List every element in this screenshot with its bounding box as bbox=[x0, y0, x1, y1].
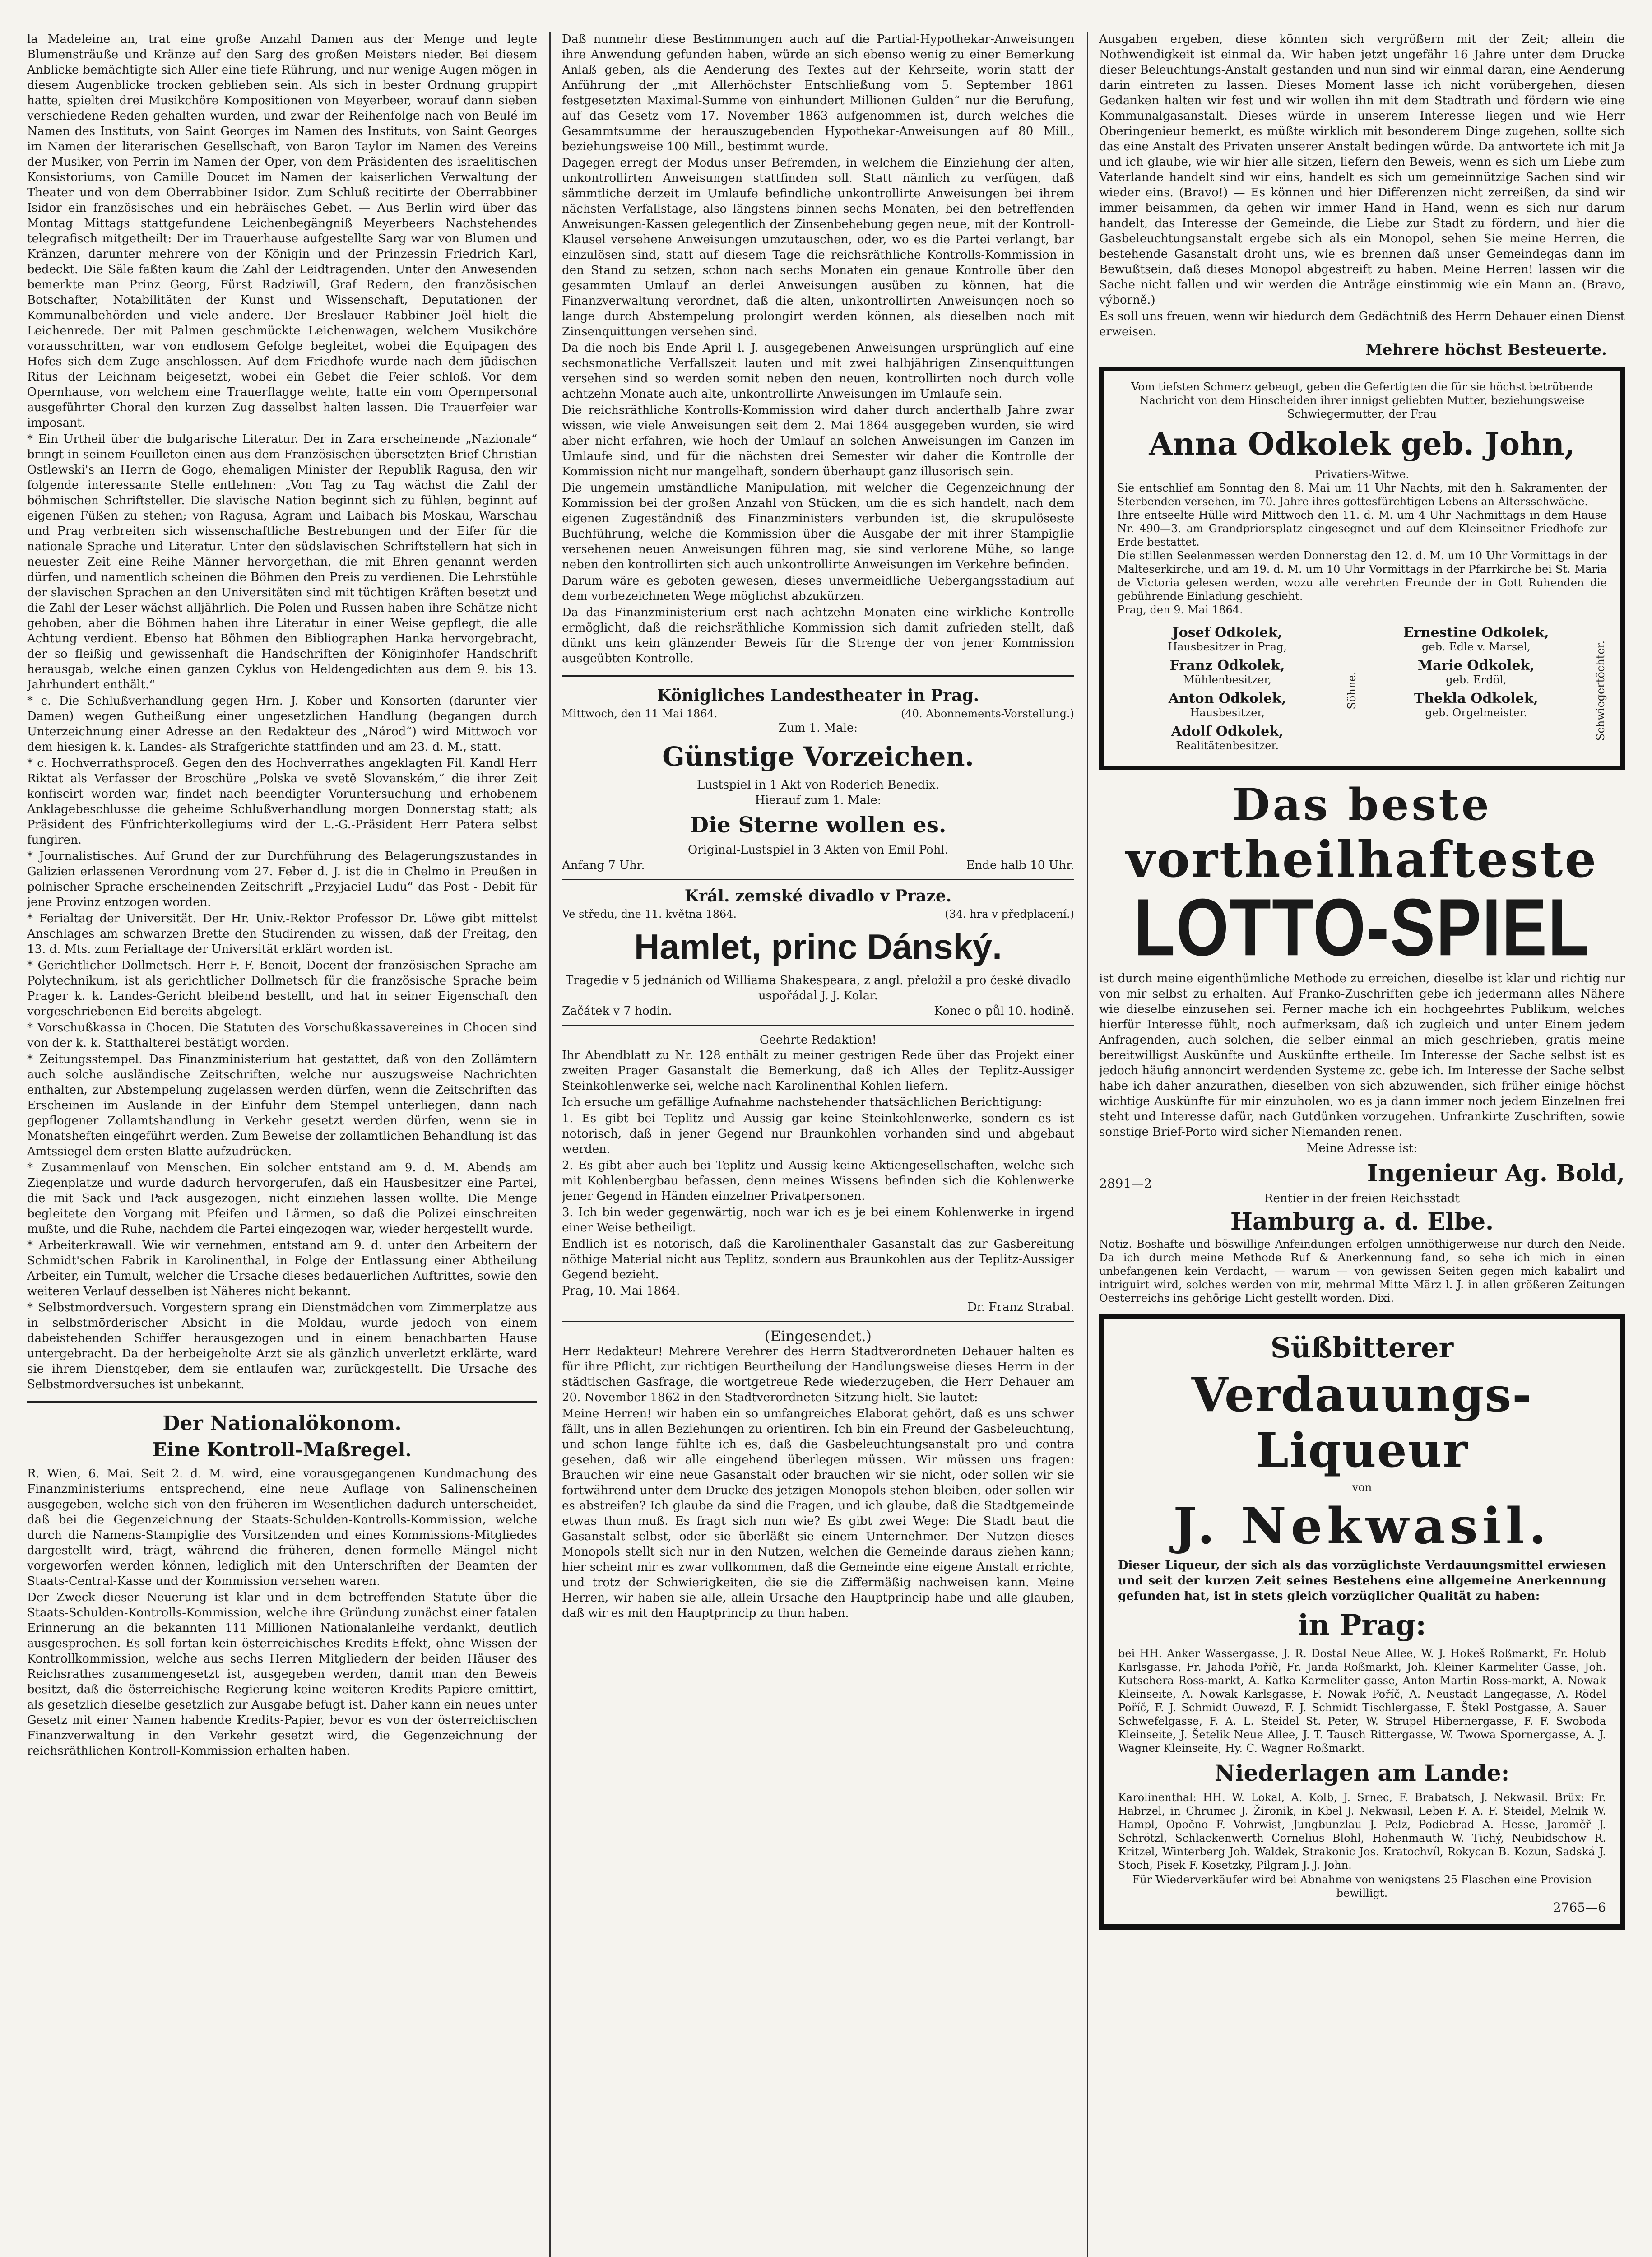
letter-paragraph: Ich ersuche um gefällige Aufnahme nachstehender thatsächlichen Berichtigung: bbox=[562, 1096, 1043, 1109]
son-name: Josef Odkolek, bbox=[1172, 625, 1282, 641]
article-paragraph: Daß nunmehr diese Bestimmungen auch auf die Partial-Hypothekar-Anweisungen ihre Anwendung gefunden haben, würde an sich ebenso wenig zu einer Bemerkung Anlaß geben, als die Aenderung des Textes auf der Kehrseite, worin statt der Anführung der „mit Allerhöchster Entschließung vom 5. September 1861 festgesetzten Maximal-Summe von einhundert Millionen Gulden“ nur die Berufung, auf das Gesetz vom 17. November 1863 aufgenommen ist, durch welches die Gesammtsumme der herauszugebenden Hypothekar-Anweisungen auf 80 Mill., beziehungsweise 100 Mill., bestimmt wurde. bbox=[562, 33, 1074, 153]
maker-name: J. Nekwasil. bbox=[1173, 1497, 1551, 1555]
advertiser-name: Ingenieur Ag. Bold, bbox=[1367, 1160, 1625, 1187]
countryside-header: Niederlagen am Lande: bbox=[1214, 1760, 1510, 1786]
article-paragraph: * Vorschußkassa in Chocen. Die Statuten des Vorschußkassavereines in Chocen sind von der k. k. Statthalterei bestätigt worden. bbox=[27, 1021, 537, 1050]
son-role: Realitätenbesitzer. bbox=[1176, 739, 1279, 752]
letter-paragraph: Herr Redakteur! Mehrere Verehrer des Herrn Stadtverordneten Dehauer halten es für ihre Pflicht, zur richtigen Beurtheilung der Handlungsweise dieses Herrn in der städtischen Gasfrage, die wortgetreue Rede wiederzugeben, die Herr Dehauer am 20. November 1862 in den Stadtverordneten-Sitzung hielt. Sie lautet: bbox=[562, 1345, 1074, 1404]
letter-title: (Eingesendet.) bbox=[764, 1328, 872, 1345]
letter-paragraph: 3. Ich bin weder gegenwärtig, noch war ich es je bei einem Kohlenwerke in irgend einer Weise betheiligt. bbox=[562, 1206, 1074, 1235]
article-paragraph: * Selbstmordversuch. Vorgestern sprang ein Dienstmädchen vom Zimmerplatze aus in selbstmörderischer Absicht in die Moldau, wurde jedoch von einem dabeistehenden Schiffer herausgezogen und in einem benachbarten Hause untergebracht. Da der herbeigeholte Arzt sie als gänzlich unverletzt erklärte, ward sie ihrem Dienstgeber, dem sie entlaufen war, zurückgestellt. Die Ursache des Selbstmordversuches ist unbekannt. bbox=[27, 1301, 537, 1391]
article-paragraph: * Zeitungsstempel. Das Finanzministerium hat gestattet, daß von den Zollämtern auch solche ausländische Zeitschriften, welche nur auszugsweise Nachrichten enthalten, zur Abstempelung zugelassen werden dürfen, wenn die Zeitschriften das Erscheinen im Auslande in der Einfuhr dem Stempel unterliegen, dann nach gepflogener Zollamtshandlung in Verkehr gesetzt werden dürfen, wenn sie in Monatsheften eingeführt werden. Zum Beweise der zollamtlichen Behandlung ist das Amtssiegel dem ersten Blatte aufzudrücken. bbox=[27, 1053, 537, 1158]
prague-header: in Prag: bbox=[1298, 1608, 1426, 1642]
article-paragraph: * Ein Urtheil über die bulgarische Literatur. Der in Zara erscheinende „Nazionale“ bringt in seinem Feuilleton einen aus dem Französischen übersetzten Brief Christian Ostlewski's an Herrn de Gogo, ehemaligen Minister der Republik Ragusa, den wir folgende interessante Stelle entlehnen: „Von Tag zu Tag wächst die Zahl der böhmischen Schriftsteller. Die slavische Nation beginnt sich zu fühlen, beginnt auf eigenen Füßen zu stehen; von Ragusa, Agram und Laibach bis Moskau, Warschau und Prag verbreiten sich wissenschaftliche Bestrebungen und der Eifer für die nationale Sprache und Literatur. Unter den südslavischen Schriftstellern hat sich in neuester Zeit eine Reihe Männer hervorgethan, die mit Ehren genannt werden dürfen, und namentlich scheinen die Böhmen den Preis zu verdienen. Die Lehrstühle der slavischen Sprachen an den Universitäten sind mit tüchtigen Kräften besetzt und die Zahl der Leser wächst alljährlich. Die Polen und Russen haben ihre Schätze nicht gehoben, aber die Böhmen haben ihre Literatur in einer Weise gepflegt, die alle Achtung verdient. Ebenso hat Böhmen den Bibliographen Hanka hervorgebracht, der so fleißig und gewissenhaft die Handschriften der Königinhofer Handschrift herausgab, welche einen ganzen Cyklus von Heldengedichten aus dem 9. bis 13. Jahrhundert enthält.“ bbox=[27, 432, 537, 692]
article-paragraph: * Gerichtlicher Dollmetsch. Herr F. F. Benoit, Docent der französischen Sprache am Polytechnikum, ist als gerichtlicher Dollmetsch für die französische Sprache beim Prager k. k. Landes-Gericht bleibend bestellt, und hat in seiner Eigenschaft den vorgeschriebenen Eid bereits abgelegt. bbox=[27, 959, 537, 1018]
ad-von: von bbox=[1352, 1481, 1372, 1494]
play-description: Tragedie v 5 jednáních od Williama Shakespeara, z angl. přeložil a pro české divadlo uspořádal J. J. Kolar. bbox=[565, 974, 1071, 1003]
daughter-in-law-role: geb. Erdöl, bbox=[1446, 673, 1507, 686]
theatre-program-german bbox=[562, 686, 1074, 873]
ad-headline: Süßbitterer bbox=[1270, 1331, 1454, 1364]
theatre-program-czech bbox=[562, 887, 1074, 1019]
place-date: Prag, den 9. Mai 1864. bbox=[1117, 604, 1243, 616]
countryside-sellers: Karolinenthal: HH. W. Lokal, A. Kolb, J. Srnec, F. Brabatsch, J. Nekwasil. Brüx: Fr. Habrzel, in Chrumec J. Žironik, in Kbel J. Nekwasil, Leben F. A. F. Steidel, Melnik W. Hampl, Opočno F. Vohrwist, Jungbunzlau J. Pelz, Podiebrad A. Hesse, Jaroměř J. Schrötzl, Schlackenwerth Cornelius Blohl, Hohenmauth W. Tichý, Neubidschow R. Kritzel, Winterberg Joh. Waldek, Strakonic Jos. Kratochvíl, Rokycan B. Kozun, Sadská J. Stoch, Pisek F. Kosetzky, Pilgram J. J. John. bbox=[1118, 1791, 1606, 1872]
prague-sellers: bei HH. Anker Wassergasse, J. R. Dostal Neue Allee, W. J. Hokeš Roßmarkt, Fr. Holub Karlsgasse, Fr. Jahoda Poříč, Fr. Janda Roßmarkt, Joh. Kleiner Karmeliter Gasse, Joh. Kutschera Ross-markt, A. Kafka Karmeliter gasse, Anton Martin Ross-markt, A. Nowak Kleinseite, A. Nowak Karlsgasse, F. Nowak Poříč, A. Neustadt Langegasse, A. Rödel Poříč, F. J. Schmidt Ouwezd, F. J. Schmidt Tischlergasse, F. Štekl Postgasse, A. Sauer Schwefelgasse, F. A. L. Steidel St. Peter, W. Strupel Hibernergasse, F. F. Swoboda Kleinseite, J. Šetelik Neue Allee, J. T. Tausch Rittergasse, W. Twowa Spornergasse, A. J. Wagner Kleinseite, Hy. C. Wagner Roßmarkt. bbox=[1118, 1647, 1606, 1755]
article-paragraph: * c. Hochverrathsproceß. Gegen den des Hochverrathes angeklagten Fil. Kandl Herr Riktat als Verfasser der Broschüre „Polska ve svetě Slovanském,“ die ihrer Zeit konfiscirt worden war, findet nach beendigter Voruntersuchung und erhobenem Anklagebeschlusse die geheime Schlußverhandlung morgen Donnerstag statt; als Präsident des Fünfrichterkollegiums wird der L.-G.-Präsident Herr Patera selbst fungiren. bbox=[27, 757, 537, 847]
end-time: Konec o půl 10. hodině. bbox=[934, 1004, 1074, 1018]
daughter-in-law-name: Thekla Odkolek, bbox=[1414, 691, 1538, 706]
theatre-title: Königliches Landestheater in Prag. bbox=[657, 686, 979, 705]
article-title: Eine Kontroll-Maßregel. bbox=[153, 1439, 412, 1461]
daughter-in-law-name: Ernestine Odkolek, bbox=[1403, 625, 1549, 641]
letter-paragraph: Ihr Abendblatt zu Nr. 128 enthält zu meiner gestrigen Rede über das Projekt einer zweiten Prager Gasanstalt die Bemerkung, daß ich Alles der Teplitz-Aussiger Steinkohlenwerke sei, welche nach Karolinenthal Kohlen liefern. bbox=[562, 1049, 1074, 1093]
newspaper-page bbox=[27, 32, 1625, 2257]
ad-text: ist durch meine eigenthümliche Methode zu erreichen, dieselbe ist klar und richtig nur von mir selbst zu erhalten. Auf Franko-Zuschriften gebe ich jedermann alles Nähere wie dieselbe einzusehen sei. Ferner mache ich ein hochgeehrtes Publikum, welches hierfür Interesse fühlt, noch aufmerksam, daß ich zugleich und unter Einem jedem Anfragenden, auch solchen, die selber einmal an mich geschrieben, gratis meine bereitwilligst Auskünfte und Auskünfte ertheile. Im Interesse der Sache selbst ist es jedoch häufig annoncirt werdenden Systeme zc. gebe ich. Im Interesse der Sache selbst habe ich daher anzurathen, dieselben von sich abzuwenden, sich früher einige höchst wichtige Auskünfte für mir einzuholen, wo es ja dann immer noch jedem Einzelnen frei steht und Interesse dafür, nach Gutdünken vorzugehen. Unfrankirte Zuschriften, sowie sonstige Brief-Porto wird sicher Niemanden renen. bbox=[1099, 972, 1625, 1139]
liqueur-advertisement bbox=[1099, 1314, 1625, 1930]
article-paragraph: Es soll uns freuen, wenn wir hiedurch dem Gedächtniß des Herrn Dehauer einen Dienst erweisen. bbox=[1099, 310, 1625, 339]
article-paragraph: Darum wäre es geboten gewesen, dieses unvermeidliche Uebergangsstadium auf dem vorbezeichneten Wege möglichst abzukürzen. bbox=[562, 574, 1074, 603]
article-paragraph: * Ferialtag der Universität. Der Hr. Univ.-Rektor Professor Dr. Löwe gibt mittelst Anschlages am schwarzen Brette den Studirenden zu wissen, daß der Freitag, den 13. d. Mts. zum Ferialtage der Universität erklärt worden ist. bbox=[27, 912, 537, 956]
advertiser-city: Hamburg a. d. Elbe. bbox=[1230, 1208, 1494, 1235]
submitted-letter bbox=[562, 1328, 1074, 1621]
ad-headline: Verdauungs-Liqueur bbox=[1191, 1367, 1533, 1478]
letter-signature: Dr. Franz Strabal. bbox=[967, 1300, 1074, 1314]
ad-reference-number: 2891—2 bbox=[1099, 1176, 1152, 1191]
column-2 bbox=[562, 32, 1074, 2257]
letter-signature: Mehrere höchst Besteuerte. bbox=[1365, 341, 1607, 359]
letter-paragraph: Meine Herren! wir haben ein so umfangreiches Elaborat gehört, daß es uns schwer fällt, uns in allen Beziehungen zu orientiren. Ich bin ein Freund der Gasbeleuchtung, und schon lange fühlte ich es, daß die Gasbeleuchtungsanstalt pro und contra gesehen, daß wir alle eingehend überlegen müssen. Wir müssen uns fragen: Brauchen wir eine neue Gasanstalt oder brauchen wir sie nicht, oder sollen wir sie fortwährend unter dem Drucke des jetzigen Monopols stehen bleiben, oder sollen wir es abstreifen? Ich glaube da sind die Fragen, und ich glaube, daß die Stadtgemeinde etwas thun muß. Es fragt sich nun wie? Es gibt zwei Wege: Die Stadt baut die Gasanstalt selbst, oder sie überläßt sie einem Unternehmer. Der Nutzen dieses Monopols stellt sich nur in den Nutzen, welchen die Gemeinde daraus ziehen kann; hier scheint mir es zwar vollkommen, daß die Gemeinde eine eigene Anstalt errichte, und trotz der Schwierigkeiten, die sie die Ziffermäßig nachweisen kann. Meine Herren, wir haben sie alle, allein Ursache den Hauptprincip habe und alle glauben, daß wir es mit den Hauptprincip zu thun haben. bbox=[562, 1407, 1074, 1620]
letter-title: Geehrte Redaktion! bbox=[759, 1033, 877, 1047]
daughter-in-law-role: geb. Edle v. Marsel, bbox=[1422, 641, 1531, 653]
start-time: Začátek v 7 hodin. bbox=[562, 1004, 672, 1018]
article-paragraph: * Journalistisches. Auf Grund der zur Durchführung des Belagerungszustandes in Galizien erlassenen Verordnung vom 27. Feber d. J. ist die in Chelmo in Preußen in polnischer Sprache erscheinenden Zeitschrift „Przyjaciel Ludu“ das Post - Debit für jene Provinz entzogen worden. bbox=[27, 850, 537, 909]
theatre-title: Král. zemské divadlo v Praze. bbox=[684, 887, 952, 906]
article-paragraph: Die reichsräthliche Kontrolls-Kommission wird daher durch anderthalb Jahre zwar wissen, wie viele Anweisungen seit dem 2. Mai 1864 ausgegeben wurden, sie wird aber nicht erfahren, wie hoch der Umlauf an solchen Anweisungen im Ganzen im Umlaufe sind, und für die nächsten drei Semester wir daher die Kontrolle der Kommission nicht nur mangelhaft, sondern überhaupt ganz illusorisch sein. bbox=[562, 404, 1074, 478]
ad-headline: Das beste bbox=[1232, 779, 1492, 830]
letter-paragraph: 2. Es gibt aber auch bei Teplitz und Aussig keine Aktiengesellschaften, welche sich mit Kohlenbergbau befassen, denn meines Wissens befinden sich die Kohlenwerke jener Gegend in Händen einzelner Privatpersonen. bbox=[562, 1159, 1074, 1203]
section-divider bbox=[27, 1401, 537, 1403]
ad-reference-number: 2765—6 bbox=[1553, 1900, 1606, 1915]
performance-date: Mittwoch, den 11 Mai 1864. bbox=[562, 707, 718, 720]
obituary-text: Sie entschlief am Sonntag den 8. Mai um 11 Uhr Nachts, mit den h. Sakramenten der Sterbenden versehen, im 70. Jahre ihres gottesfürchtigen Lebens an Altersschwäche. bbox=[1117, 482, 1607, 508]
letter-place-date: Prag, 10. Mai 1864. bbox=[562, 1284, 680, 1298]
advertiser-role: Rentier in der freien Reichsstadt bbox=[1264, 1192, 1460, 1205]
ad-notice: Notiz. Boshafte und böswillige Anfeindungen erfolgen unnöthigerweise nur durch den Neide. Da ich durch meine Methode Ruf & Anerkennung fand, so sehe ich mich in einen unbefangenen kein Verdacht, — warum — von gewissen Seiten gegen mich kabalirt und intriguirt wird, solches werden von mir, mehrmal Mitte März l. J. in allen größeren Zeitungen Oesterreichs ins gehörige Licht gestellt worden. Dixi. bbox=[1099, 1238, 1625, 1305]
deceased-name: Anna Odkolek geb. John, bbox=[1149, 426, 1575, 462]
section-title: Der Nationalökonom. bbox=[162, 1412, 402, 1435]
section-divider bbox=[562, 675, 1074, 677]
subscription-note: (34. hra v předplacení.) bbox=[945, 908, 1074, 920]
letter-to-editor bbox=[562, 1032, 1074, 1315]
son-role: Mühlenbesitzer, bbox=[1183, 673, 1271, 686]
then-label: Hierauf zum 1. Male: bbox=[755, 794, 882, 807]
article-paragraph: * Arbeiterkrawall. Wie wir vernehmen, entstand am 9. d. unter den Arbeitern der Schmidt'schen Fabrik in Karolinenthal, in Folge der Entlassung einer Abtheilung Arbeiter, ein Tumult, welcher die Ursache dieses bedauerlichen Auftrittes, sowie den weiteren Verlauf desselben ist Näheres nicht bekannt. bbox=[27, 1239, 537, 1298]
mass-info: Die stillen Seelenmessen werden Donnerstag den 12. d. M. um 10 Uhr Vormittags in der Malteserkirche, und am 19. d. M. um 10 Uhr Vormittags in der Pfarrkirche bei St. Maria de Victoria gelesen werden, wozu alle verehrten Freunde der in Gott Ruhenden die gebührende Einladung geschieht. bbox=[1117, 549, 1607, 603]
son-role: Hausbesitzer, bbox=[1190, 706, 1265, 719]
article-paragraph: * c. Die Schlußverhandlung gegen Hrn. J. Kober und Konsorten (darunter vier Damen) wegen Gutheißung einer ungesetzlichen Handlung (begangen durch Unterzeichnung einer Adresse an den Redakteur des „Národ“) wird Mittwoch vor dem hiesigen k. k. Landes- als Strafgerichte stattfinden und am 23. d. M., statt. bbox=[27, 694, 537, 754]
son-role: Hausbesitzer in Prag, bbox=[1168, 641, 1287, 653]
son-name: Adolf Odkolek, bbox=[1171, 724, 1284, 739]
letter-paragraph: Endlich ist es notorisch, daß die Karolinenthaler Gasanstalt das zur Gasbereitung nöthige Material nicht aus Teplitz, sondern aus Braunkohlen aus der Teplitz-Aussiger Gegend bezieht. bbox=[562, 1237, 1074, 1282]
article-paragraph: Dagegen erregt der Modus unser Befremden, in welchem die Einziehung der alten, unkontrollirten Anweisungen stattfinden soll. Statt nämlich zu verfügen, daß sämmtliche derzeit im Umlaufe befindliche unkontrollirte Anweisungen bei ihrem nächsten Verfallstage, also längstens binnen sechs Monaten, bei den betreffenden Anweisungen-Kassen gelegentlich der Zinsenbehebung gegen neue, mit der Kontroll-Klausel versehene Anweisungen umzutauschen, oder, wo es die Partei verlangt, bar einzulösen sind, statt auf diesem Tage die reichsräthliche Kontrolls-Kommission in den Stand zu setzen, schon nach sechs Monaten ein genaue Kontrolle über den gesammten Umlauf an derlei Anweisungen ausüben zu können, hat die Finanzverwaltung verordnet, daß die alten, unkontrollirten Anweisungen noch so lange durch Abstempelung prolongirt werden können, als dieselben noch mit Zinsenquittungen versehen sind. bbox=[562, 156, 1074, 339]
play-subtitle: Lustspiel in 1 Akt von Roderich Benedix. bbox=[697, 778, 939, 792]
ad-text: Dieser Liqueur, der sich als das vorzüglichste Verdauungsmittel erwiesen und seit der kurzen Zeit seines Bestehens eine allgemeine Anerkennung gefunden hat, ist in stets gleich vorzüglicher Qualität zu haben: bbox=[1118, 1559, 1606, 1603]
play-title: Günstige Vorzeichen. bbox=[662, 741, 974, 772]
article-paragraph: * Zusammenlauf von Menschen. Ein solcher entstand am 9. d. M. Abends am Ziegenplatze und wurde dadurch hervorgerufen, daß ein Hausbesitzer eine Partei, die mit Sack und Pack ausgezogen, nicht einziehen lassen wollte. Die Menge begleitete den Vorgang mit Pfeifen und Lärmen, so daß die Polizei einschreiten mußte, und die Ruhe, nachdem die Partei eingezogen war, wieder hergestellt wurde. bbox=[27, 1161, 537, 1236]
column-1 bbox=[27, 32, 537, 2257]
lotto-advertisement bbox=[1099, 779, 1625, 1305]
play-title: Hamlet, princ Dánský. bbox=[634, 927, 1002, 966]
article-paragraph: Der Zweck dieser Neuerung ist klar und in dem betreffenden Statute über die Staats-Schulden-Kontrolls-Kommission, welche ihre Gründung zunächst einer fatalen Erinnerung an die bekannten 111 Millionen Nationalanleihe verdankt, deutlich ausgesprochen. Es soll fortan kein österreichisches Kredits-Effekt, ohne Wissen der Kontrollkommission, welche aus sechs Herren Mitgliedern der beiden Häuser des Reichsrathes zusammengesetzt ist, ausgegeben werden, damit man den Beweis besitzt, daß die österreichische Regierung keine weiteren Kredits-Papiere emittirt, als gesetzlich dieselbe gesetzlich zur Ausgabe befugt ist. Daher kann ein neues unter Gesetz mit einer Namen habende Kredits-Papier, bevor es von der österreichischen Finanzverwaltung in den Verkehr gesetzt wird, die Gegenzeichnung der reichsräthlichen Kontroll-Kommission erhalten haben. bbox=[27, 1591, 537, 1758]
obituary-intro: Vom tiefsten Schmerz gebeugt, geben die Gefertigten die für sie höchst betrübende Nachricht von dem Hinscheiden ihrer innigst geliebten Mutter, beziehungsweise Schwiegermutter, der Frau bbox=[1131, 381, 1593, 420]
ad-headline: LOTTO-SPIEL bbox=[1134, 882, 1590, 973]
article-paragraph: R. Wien, 6. Mai. Seit 2. d. M. wird, eine vorausgegangenen Kundmachung des Finanzministeriums entsprechend, eine neue Auflage von Salinenscheinen ausgegeben, welche sich von den früheren im Wesentlichen dadurch unterscheidet, daß bei die Gegenzeichnung der Staats-Schulden-Kontrolls-Kommission, welche durch die Namens-Stampiglie des Vorsitzenden und eines Kommissions-Mitgliedes dargestellt wird, trägt, während die früheren, denen formelle Mängel nicht vorgeworfen werden können, lediglich mit den Unterschriften der Beamten der Staats-Central-Kasse und der Kommission versehen waren. bbox=[27, 1467, 537, 1588]
deceased-title: Privatiers-Witwe. bbox=[1314, 468, 1410, 481]
address-label: Meine Adresse ist: bbox=[1306, 1142, 1418, 1155]
daughter-in-law-name: Marie Odkolek, bbox=[1417, 658, 1535, 673]
end-time: Ende halb 10 Uhr. bbox=[966, 859, 1074, 872]
ad-headline: vortheilhafteste bbox=[1126, 830, 1598, 888]
article-paragraph: Die ungemein umständliche Manipulation, mit welcher die Gegenzeichnung der Kommission bei der großen Anzahl von Stücken, um die es sich handelt, nach dem eigenen Zugeständniß des Finanzministers verbunden ist, die skrupulöseste Buchführung, welche die Kommission über die Ausgabe der mit ihrer Stampiglie versehenen neuen Anweisungen führen mag, sie sind verlorene Mühe, so lange neben den kontrollirten sich auch unkontrollirte Anweisungen im Verkehre befinden. bbox=[562, 481, 1074, 571]
divider bbox=[562, 1321, 1074, 1322]
start-time: Anfang 7 Uhr. bbox=[562, 859, 645, 872]
subscription-note: (40. Abonnements-Vorstellung.) bbox=[901, 707, 1074, 720]
performance-date: Ve středu, dne 11. května 1864. bbox=[562, 908, 737, 920]
letter-paragraph: 1. Es gibt bei Teplitz und Aussig gar keine Steinkohlenwerke, sondern es ist notorisch, daß in jener Gegend nur Braunkohlen vorhanden sind und abgebaut werden. bbox=[562, 1112, 1074, 1156]
burial-info: Ihre entseelte Hülle wird Mittwoch den 11. d. M. um 4 Uhr Nachmittags in dem Hause Nr. 490—3. am Grandpriorsplatz eingesegnet und auf dem Kleinseitner Friedhofe zur Erde bestattet. bbox=[1117, 509, 1607, 548]
mourners bbox=[1117, 625, 1607, 757]
divider bbox=[562, 1025, 1074, 1026]
article-paragraph: Ausgaben ergeben, diese könnten sich vergrößern mit der Zeit; allein die Nothwendigkeit ist einmal da. Wir haben jetzt ungefähr 16 Jahre unter dem Drucke dieser Beleuchtungs-Anstalt gestanden und nun sind wir einmal daran, eine Aenderung darin eintreten zu lassen. Dieses Moment lasse ich nicht vorübergehen, diesen Gedanken halten wir fest und wir wollen ihn mit dem Stadtrath und fördern wie eine Kommunalgasanstalt. Dieses würde in unserem Interesse liegen und wie Herr Oberingenieur bemerkt, es müßte wirklich mit besonderem Dinge zugehen, sollte sich das eine Anstalt des Privaten unserer Anstalt bedingen würde. Da antwortete ich mit Ja und ich glaube, wie wir hier alle sitzen, liefern den Beweis, wenn es sich um Liebe zum Vaterlande handelt sind wir eins, handelt es sich um gemeinnützige Sachen sind wir wieder eins. (Bravo!) — Es können und hier Differenzen nicht zerreißen, da sind wir immer beisammen, da gehen wir immer Hand in Hand, wenn es sich nur darum handelt, das Interesse der Gemeinde, die Liebe zur Stadt zu fördern, und hier die Gasbeleuchtungsanstalt ergebe sich als ein Monopol, sehen Sie meine Herren, die bestehende Gasanstalt droht uns, wie es brennen daß unser Gemeindegas dann im Bewußtsein, daß dieses Monopol abgestreift zu haben. Meine Herren! lassen wir die Sache nicht fallen und wir werden die Anträge einstimmig wie ein Mann an. (Bravo, výborně.) bbox=[1099, 33, 1625, 307]
son-name: Franz Odkolek, bbox=[1169, 658, 1285, 673]
son-name: Anton Odkolek, bbox=[1168, 691, 1286, 706]
sons-label: Söhne. bbox=[1345, 672, 1358, 710]
column-rule bbox=[1087, 32, 1088, 2257]
play-title: Die Sterne wollen es. bbox=[690, 813, 947, 838]
reseller-note: Für Wiederverkäufer wird bei Abnahme von wenigstens 25 Flaschen eine Provision bewilligt. bbox=[1132, 1873, 1592, 1899]
daughter-in-law-role: geb. Orgelmeister. bbox=[1425, 706, 1527, 719]
daughters-in-law-label: Schwiegertöchter. bbox=[1594, 640, 1607, 741]
article-paragraph: la Madeleine an, trat eine große Anzahl Damen aus der Menge und legte Blumensträuße und Kränze auf den Sarg des großen Meisters nieder. Bei diesem Anblicke bemächtigte sich Aller eine tiefe Rührung, und nur wenige Augen mögen in diesem Augenblicke trocken geblieben sein. Als sich in bester Ordnung gruppirt hatte, spielten drei Musikchöre Kompositionen von Meyerbeer, worauf dann sieben verschiedene Reden gehalten wurden, und zwar der Reihenfolge nach von Beulé im Namen des Instituts, von Saint Georges im Namen des Instituts, von Saint Georges im Namen der literarischen Gesellschaft, von Baron Taylor im Namen des Vereins der Musiker, von Perrin im Namen der Oper, von dem Präsidenten des israelitischen Konsistoriums, von Camille Doucet im Namen der kaiserlichen Verwaltung der Theater und von dem Oberrabbiner Isidor. Zum Schluß recitirte der Oberrabbiner Isidor ein französisches und ein hebräisches Gebet. — Aus Berlin wird über das Montag Mittags stattgefundene Leichenbegängniß Meyerbeers Nachstehendes telegrafisch mitgetheilt: Der im Trauerhause aufgestellte Sarg war von Blumen und Kränzen, darunter mehrere von der Königin und der Prinzessin Friedrich Karl, bedeckt. Die Säle faßten kaum die Zahl der Leidtragenden. Unter den Anwesenden bemerkte man Prinz Georg, Fürst Radziwill, Graf Redern, den französischen Botschafter, Notabilitäten der Kunst und Wissenschaft, Deputationen der Kommunalbehörden und viele andere. Der Breslauer Rabbiner Joël hielt die Leichenrede. Der mit Palmen geschmückte Leichenwagen, welchem Musikchöre vorausschritten, war von endlosem Gefolge begleitet, wobei die Equipagen des Hofes sich dem Zuge anschlossen. Auf dem Friedhofe wurde nach dem jüdischen Ritus der Leichnam beigesetzt, wobei ein Gebet die Feier schloß. Vor dem Opernhause, von welchem eine Trauerflagge wehte, hatte ein vom Opernpersonal ausgeführter Choral den kurzen Zug dasselbst halten lassen. Die Trauerfeier war imposant. bbox=[27, 33, 537, 430]
divider bbox=[562, 879, 1074, 880]
article-paragraph: Da das Finanzministerium erst nach achtzehn Monaten eine wirkliche Kontrolle ermöglicht, daß die reichsräthliche Kommission sich damit zufrieden stellt, daß dünkt uns kein glänzender Beweis für die Strenge der von jener Kommission ausgeübten Kontrolle. bbox=[562, 606, 1074, 665]
play-subtitle: Original-Lustspiel in 3 Akten von Emil Pohl. bbox=[687, 843, 949, 857]
first-time-label: Zum 1. Male: bbox=[778, 721, 858, 735]
article-paragraph: Da die noch bis Ende April l. J. ausgegebenen Anweisungen ursprünglich auf eine sechsmonatliche Verfallszeit lauten und mit zwei halbjährigen Zinsenquittungen versehen sind so werden somit neben den neuen, kontrollirten noch durch volle achtzehn Monate auch alte, unkontrollirte Anweisungen im Umlaufe sein. bbox=[562, 341, 1074, 401]
column-rule bbox=[549, 32, 551, 2257]
obituary-notice bbox=[1099, 367, 1625, 770]
column-3 bbox=[1099, 32, 1625, 2257]
